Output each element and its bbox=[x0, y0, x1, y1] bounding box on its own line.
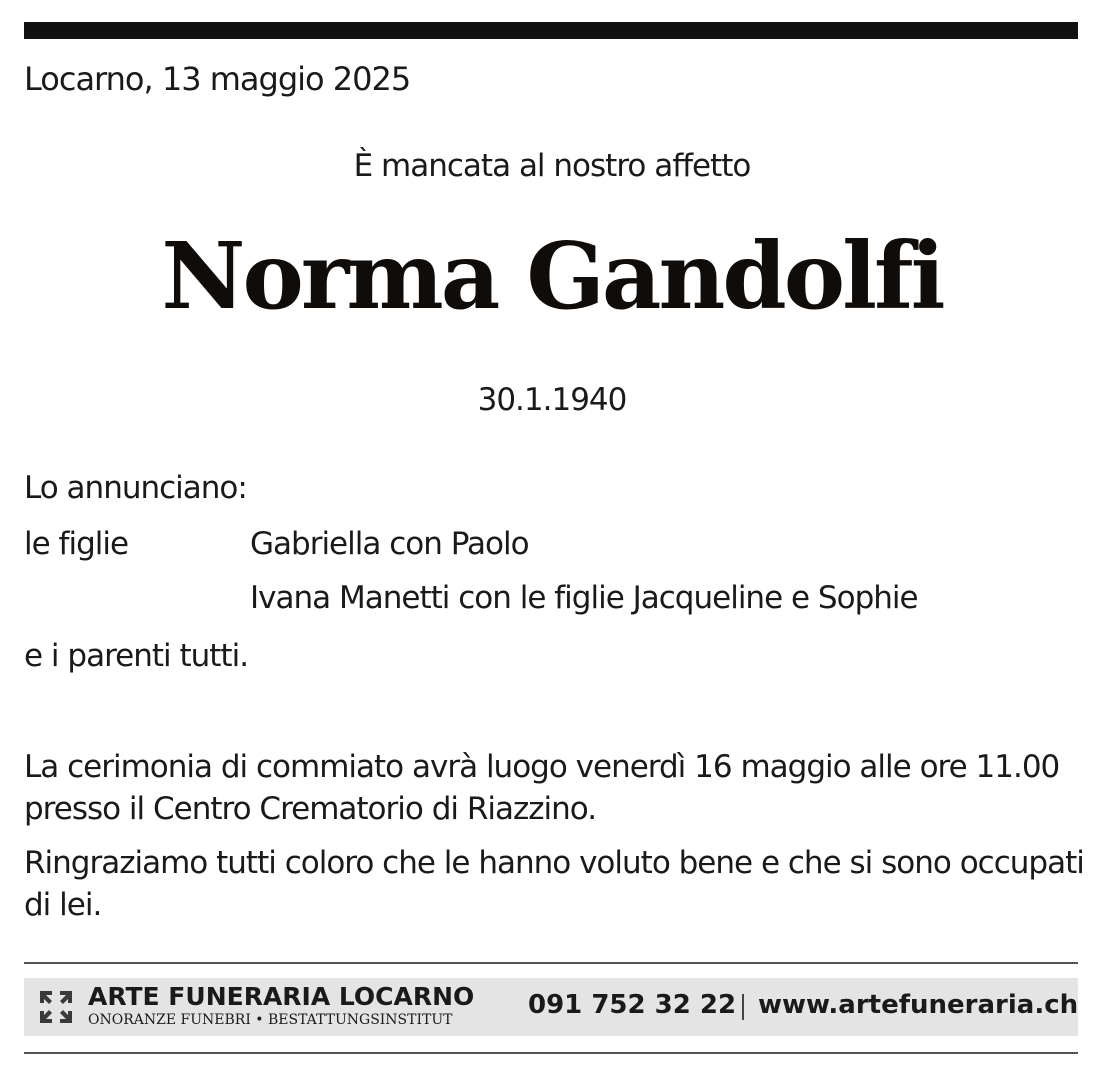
thanks-text: Ringraziamo tutti coloro che le hanno voluto bene e che si sono occupati di lei. bbox=[24, 845, 1084, 923]
footer-top-rule bbox=[24, 962, 1078, 964]
company-name: ARTE FUNERARIA LOCARNO bbox=[88, 982, 475, 1011]
footer-bottom-rule bbox=[24, 1052, 1078, 1054]
company-subtitle: ONORANZE FUNEBRI • BESTATTUNGSINSTITUT bbox=[88, 1012, 453, 1028]
stylized-cross-logo-icon bbox=[36, 987, 76, 1027]
footer-separator bbox=[742, 994, 744, 1020]
announce-label: Lo annunciano: bbox=[24, 470, 247, 506]
top-rule bbox=[24, 22, 1078, 39]
ceremony-text: La cerimonia di commiato avrà luogo venerdì 16 maggio alle ore 11.00 presso il Centro Crematorio di Riazzino. bbox=[24, 749, 1060, 827]
birth-date: 30.1.1940 bbox=[477, 382, 627, 418]
relative-1: Gabriella con Paolo bbox=[250, 526, 529, 562]
intro-text: È mancata al nostro affetto bbox=[353, 148, 751, 184]
relation-label: le figlie bbox=[24, 526, 129, 562]
website-link[interactable]: www.artefuneraria.ch bbox=[758, 990, 1079, 1020]
relative-2: Ivana Manetti con le figlie Jacqueline e Sophie bbox=[250, 580, 918, 616]
deceased-name: Norma Gandolfi bbox=[161, 222, 943, 330]
phone-number[interactable]: 091 752 32 22 bbox=[528, 990, 737, 1020]
place-date: Locarno, 13 maggio 2025 bbox=[24, 60, 411, 98]
others-text: e i parenti tutti. bbox=[24, 638, 249, 674]
